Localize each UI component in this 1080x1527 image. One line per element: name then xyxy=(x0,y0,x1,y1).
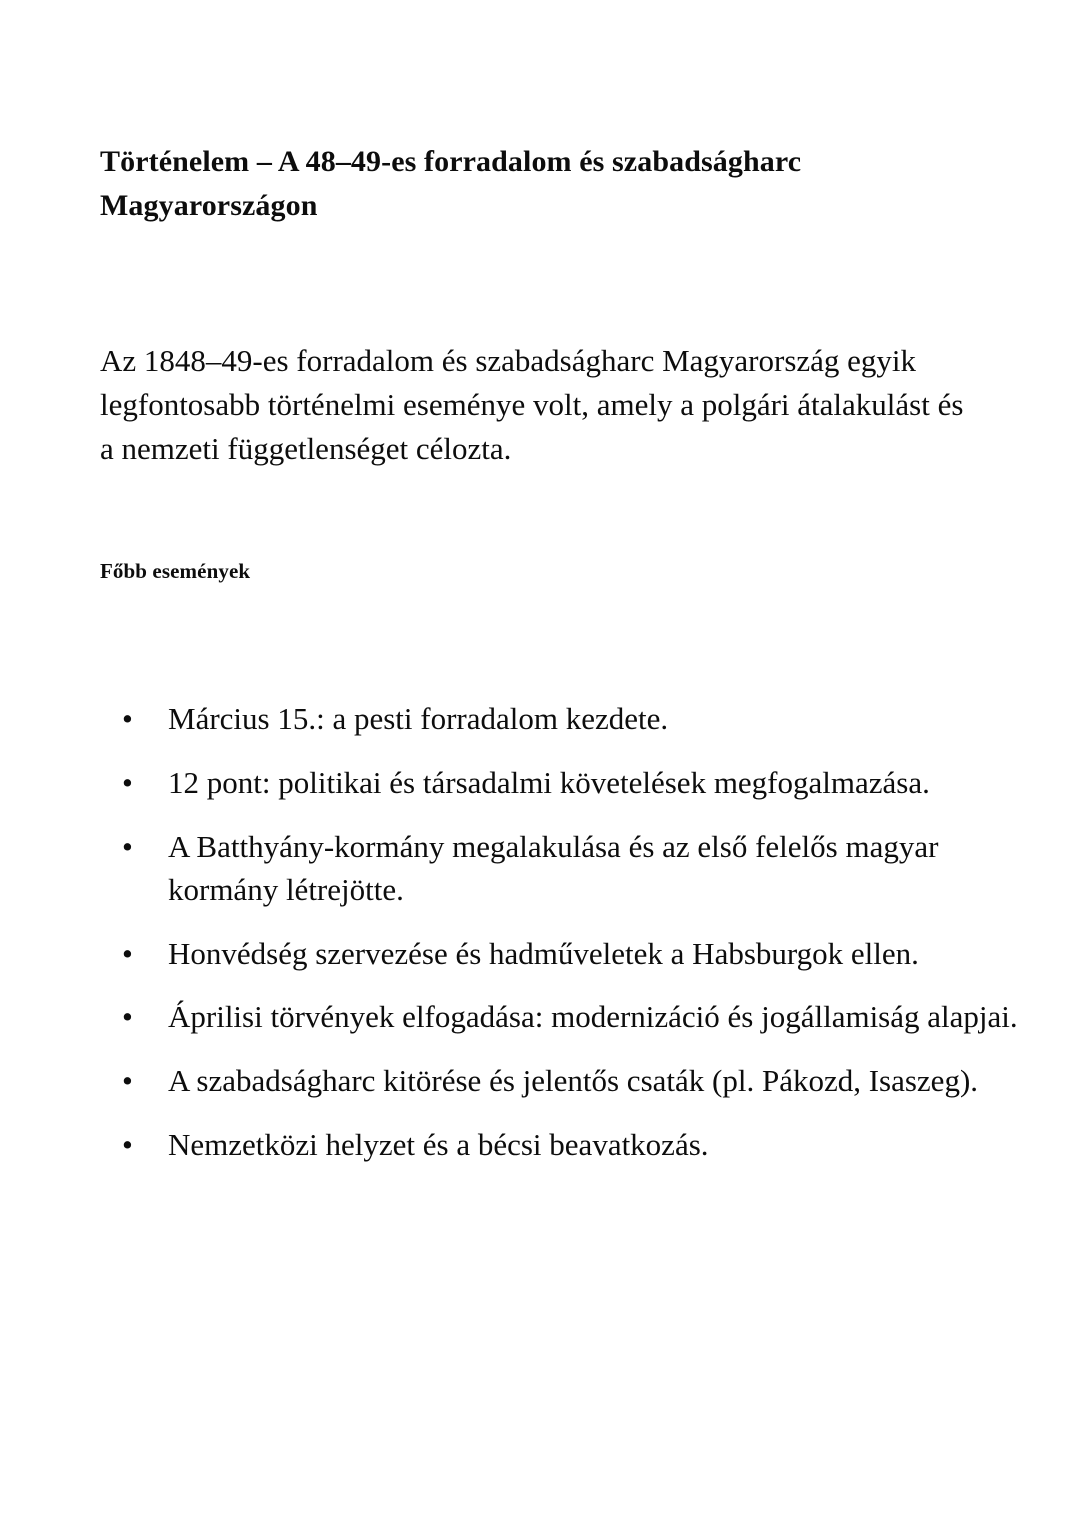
bullet-icon: • xyxy=(122,1063,133,1099)
list-item xyxy=(100,933,1030,976)
list-item xyxy=(100,762,1030,805)
list-item xyxy=(100,996,1030,1039)
bullet-icon: • xyxy=(122,828,133,864)
bullet-icon: • xyxy=(122,999,133,1035)
bullet-icon: • xyxy=(122,765,133,801)
title-spacer xyxy=(100,227,980,339)
bullet-icon: • xyxy=(122,701,133,737)
list-item-label: Áprilisi törvények elfogadása: modernizáció és jogállamiság alapjai. xyxy=(168,999,1018,1035)
intro-paragraph: Az 1848–49-es forradalom és szabadságharc Magyarország egyik legfontosabb történelmi eseménye volt, amely a polgári átalakulást és a nemzeti függetlenséget célozta. xyxy=(100,343,964,467)
list-item-label: 12 pont: politikai és társadalmi követelések megfogalmazása. xyxy=(168,765,930,801)
list-item xyxy=(100,1060,1030,1103)
list-item-label: A Batthyány-kormány megalakulása és az első felelős magyar kormány létrejötte. xyxy=(168,828,939,907)
document-content xyxy=(100,140,1018,1167)
list-item-label: Március 15.: a pesti forradalom kezdete. xyxy=(168,701,669,737)
bullet-icon: • xyxy=(122,1126,133,1162)
list-item xyxy=(100,1124,1030,1167)
heading-spacer xyxy=(100,586,980,698)
list-item xyxy=(100,698,1030,741)
intro-spacer xyxy=(100,471,980,557)
list-item xyxy=(100,826,1030,912)
list-item-label: Honvédség szervezése és hadműveletek a Habsburgok ellen. xyxy=(168,935,919,971)
bullet-icon: • xyxy=(122,935,133,971)
section-heading-main-events: Főbb események xyxy=(100,559,251,584)
list-item-label: A szabadságharc kitörése és jelentős csaták (pl. Pákozd, Isaszeg). xyxy=(168,1063,979,1099)
list-item-label: Nemzetközi helyzet és a bécsi beavatkozás. xyxy=(168,1126,709,1162)
main-events-list xyxy=(100,698,1018,1166)
page-title: Történelem – A 48–49-es forradalom és szabadságharc Magyarországon xyxy=(100,145,802,222)
